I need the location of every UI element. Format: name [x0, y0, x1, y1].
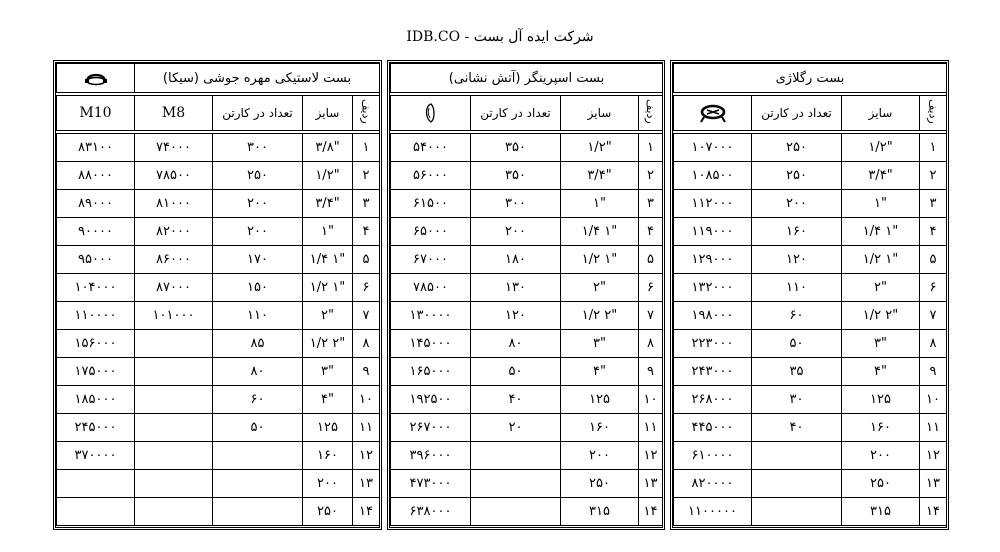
- cell-m10: ۸۳۱۰۰: [57, 134, 135, 162]
- cell-size: ۲۵۰: [842, 470, 920, 498]
- cell-size: "۱ ۱/۴: [303, 246, 353, 274]
- cell-size: ۱۲۵: [842, 386, 920, 414]
- cell-qty: [752, 442, 842, 470]
- col-header-m8: M8: [135, 96, 213, 131]
- col-header-qty: تعداد در کارتن: [471, 96, 561, 131]
- cell-m10: ۸۹۰۰۰: [57, 190, 135, 218]
- col-header-size: سایز: [303, 96, 353, 131]
- table-row: [391, 218, 663, 246]
- cell-price: ۱۱۲۰۰۰: [674, 190, 752, 218]
- table-row: [57, 246, 380, 274]
- cell-idx: ۱: [920, 134, 947, 162]
- table-row: [391, 442, 663, 470]
- table-row: [674, 386, 947, 414]
- cell-m8: ۸۷۰۰۰: [135, 274, 213, 302]
- cell-idx: ۸: [639, 330, 663, 358]
- col-header-qty: تعداد در کارتن: [213, 96, 303, 131]
- cell-size: ۱۶۰: [303, 442, 353, 470]
- cell-idx: ۳: [639, 190, 663, 218]
- cell-size: ۳۱۵: [842, 498, 920, 526]
- cell-price: ۱۴۵۰۰۰: [391, 330, 471, 358]
- cell-qty: ۵۰: [752, 330, 842, 358]
- cell-m10: ۹۰۰۰۰: [57, 218, 135, 246]
- cell-idx: ۱۰: [639, 386, 663, 414]
- cell-qty: ۱۱۰: [213, 302, 303, 330]
- col-header-index: ردیف: [639, 96, 663, 131]
- cell-m10: ۱۷۵۰۰۰: [57, 358, 135, 386]
- table-row: [674, 414, 947, 442]
- cell-qty: ۲۰۰: [213, 190, 303, 218]
- cell-idx: ۳: [920, 190, 947, 218]
- table-row: [391, 246, 663, 274]
- table-row: [391, 162, 663, 190]
- cell-qty: ۶۰: [752, 302, 842, 330]
- cell-qty: ۲۰۰: [752, 190, 842, 218]
- cell-price: ۵۴۰۰۰: [391, 134, 471, 162]
- table-row: [674, 330, 947, 358]
- col-header-size: سایز: [842, 96, 920, 131]
- cell-qty: ۳۵۰: [471, 134, 561, 162]
- cell-size: "۱/۲: [842, 134, 920, 162]
- table-row: [391, 498, 663, 526]
- cell-size: "۲: [303, 302, 353, 330]
- cell-m8: [135, 358, 213, 386]
- col-header-m10: M10: [57, 96, 135, 131]
- cell-qty: ۴۰: [471, 386, 561, 414]
- table-row: [57, 162, 380, 190]
- cell-size: "۱: [561, 190, 639, 218]
- cell-idx: ۶: [353, 274, 380, 302]
- rglazhi-clamp-table: [673, 63, 947, 526]
- rubber-clamp-table-frame: [53, 60, 382, 530]
- cell-size: ۱۶۰: [561, 414, 639, 442]
- cell-price: ۶۳۸۰۰۰: [391, 498, 471, 526]
- cell-price: ۱۶۵۰۰۰: [391, 358, 471, 386]
- cell-price: ۶۱۰۰۰۰: [674, 442, 752, 470]
- cell-idx: ۹: [353, 358, 380, 386]
- cell-qty: ۳۵۰: [471, 162, 561, 190]
- table-row: [57, 218, 380, 246]
- table-row: [391, 470, 663, 498]
- cell-m8: [135, 470, 213, 498]
- cell-idx: ۱۳: [353, 470, 380, 498]
- cell-qty: ۲۵۰: [213, 162, 303, 190]
- rglazhi-clamp-table-frame: [670, 60, 949, 530]
- cell-price: ۲۴۳۰۰۰: [674, 358, 752, 386]
- cell-size: "۱ ۱/۴: [561, 218, 639, 246]
- cell-price: ۱۹۸۰۰۰: [674, 302, 752, 330]
- col-header-qty: تعداد در کارتن: [752, 96, 842, 131]
- cell-qty: ۱۳۰: [471, 274, 561, 302]
- cell-qty: ۲۰۰: [213, 218, 303, 246]
- cell-qty: ۲۰: [471, 414, 561, 442]
- table-row: [57, 330, 380, 358]
- cell-qty: ۲۰۰: [471, 218, 561, 246]
- cell-idx: ۷: [920, 302, 947, 330]
- cell-size: "۲: [842, 274, 920, 302]
- cell-qty: ۲۵۰: [752, 134, 842, 162]
- cell-size: ۲۰۰: [842, 442, 920, 470]
- rglazhi-clamp-title: بست رگلاژی: [674, 64, 947, 93]
- cell-size: "۱/۲: [561, 134, 639, 162]
- table-row: [391, 302, 663, 330]
- cell-size: ۱۲۵: [561, 386, 639, 414]
- rubber-clamp-icon: [57, 64, 135, 93]
- cell-qty: [213, 498, 303, 526]
- cell-size: ۲۵۰: [561, 470, 639, 498]
- cell-size: "۲ ۱/۲: [303, 330, 353, 358]
- cell-size: "۳: [303, 358, 353, 386]
- cell-size: "۲ ۱/۲: [561, 302, 639, 330]
- cell-idx: ۴: [353, 218, 380, 246]
- cell-qty: ۴۰: [752, 414, 842, 442]
- cell-qty: [213, 470, 303, 498]
- table-row: [57, 358, 380, 386]
- cell-idx: ۱۲: [639, 442, 663, 470]
- cell-m10: ۱۰۴۰۰۰: [57, 274, 135, 302]
- cell-size: "۳: [561, 330, 639, 358]
- table-row: [674, 470, 947, 498]
- cell-m10: ۲۴۵۰۰۰: [57, 414, 135, 442]
- cell-idx: ۶: [920, 274, 947, 302]
- cell-price: ۶۵۰۰۰: [391, 218, 471, 246]
- spring-clamp-title: بست اسپرینگر (آتش نشانی): [391, 64, 663, 93]
- cell-idx: ۵: [639, 246, 663, 274]
- spring-clamp-table: [390, 63, 663, 526]
- cell-idx: ۸: [920, 330, 947, 358]
- table-row: [674, 498, 947, 526]
- table-row: [57, 134, 380, 162]
- cell-idx: ۱: [353, 134, 380, 162]
- cell-size: "۱/۲: [303, 162, 353, 190]
- page-title: IDB.CO - شرکت ایده آل بست: [406, 29, 594, 45]
- cell-idx: ۱۰: [353, 386, 380, 414]
- cell-qty: ۸۰: [471, 330, 561, 358]
- cell-price: ۴۷۳۰۰۰: [391, 470, 471, 498]
- cell-size: "۴: [842, 358, 920, 386]
- cell-m8: [135, 414, 213, 442]
- cell-m8: ۸۶۰۰۰: [135, 246, 213, 274]
- cell-idx: ۴: [920, 218, 947, 246]
- cell-qty: ۸۰: [213, 358, 303, 386]
- cell-qty: ۱۶۰: [752, 218, 842, 246]
- spring-clamp-table-frame: [387, 60, 665, 530]
- cell-qty: ۱۸۰: [471, 246, 561, 274]
- cell-qty: [471, 442, 561, 470]
- cell-idx: ۴: [639, 218, 663, 246]
- table-row: [57, 470, 380, 498]
- cell-m8: ۸۱۰۰۰: [135, 190, 213, 218]
- cell-idx: ۱۳: [920, 470, 947, 498]
- cell-idx: ۱۴: [920, 498, 947, 526]
- cell-size: "۳/۴: [303, 190, 353, 218]
- table-row: [57, 498, 380, 526]
- cell-m8: [135, 498, 213, 526]
- cell-price: ۲۶۸۰۰۰: [674, 386, 752, 414]
- cell-m8: [135, 442, 213, 470]
- table-row: [57, 386, 380, 414]
- cell-idx: ۹: [639, 358, 663, 386]
- cell-m8: ۷۸۵۰۰: [135, 162, 213, 190]
- cell-m10: ۱۸۵۰۰۰: [57, 386, 135, 414]
- cell-idx: ۱۴: [353, 498, 380, 526]
- table-row: [674, 134, 947, 162]
- cell-size: ۱۲۵: [303, 414, 353, 442]
- cell-qty: [752, 470, 842, 498]
- rubber-clamp-table: [56, 63, 380, 526]
- cell-size: "۱ ۱/۲: [303, 274, 353, 302]
- cell-idx: ۱۱: [920, 414, 947, 442]
- table-row: [674, 246, 947, 274]
- table-row: [391, 358, 663, 386]
- table-row: [674, 218, 947, 246]
- cell-m10: [57, 470, 135, 498]
- cell-m10: ۸۸۰۰۰: [57, 162, 135, 190]
- cell-size: "۱ ۱/۴: [842, 218, 920, 246]
- cell-price: ۱۰۷۰۰۰: [674, 134, 752, 162]
- cell-size: "۲: [561, 274, 639, 302]
- rubber-clamp-title: بست لاستیکی مهره جوشی (سیکا): [135, 64, 380, 93]
- table-row: [674, 302, 947, 330]
- cell-qty: ۱۲۰: [471, 302, 561, 330]
- cell-size: "۱ ۱/۲: [561, 246, 639, 274]
- table-row: [57, 302, 380, 330]
- cell-qty: ۱۵۰: [213, 274, 303, 302]
- col-header-index: ردیف: [920, 96, 947, 131]
- cell-size: "۱: [303, 218, 353, 246]
- cell-price: ۳۹۶۰۰۰: [391, 442, 471, 470]
- cell-qty: [213, 442, 303, 470]
- cell-size: "۴: [303, 386, 353, 414]
- cell-price: ۲۲۳۰۰۰: [674, 330, 752, 358]
- cell-size: "۱: [842, 190, 920, 218]
- cell-qty: [471, 470, 561, 498]
- cell-price: ۴۴۵۰۰۰: [674, 414, 752, 442]
- cell-qty: ۲۵۰: [752, 162, 842, 190]
- cell-m8: ۷۴۰۰۰: [135, 134, 213, 162]
- cell-idx: ۱۲: [353, 442, 380, 470]
- table-row: [57, 414, 380, 442]
- cell-idx: ۱۲: [920, 442, 947, 470]
- table-row: [391, 330, 663, 358]
- cell-size: "۲ ۱/۲: [842, 302, 920, 330]
- cell-idx: ۶: [639, 274, 663, 302]
- cell-size: "۴: [561, 358, 639, 386]
- cell-size: "۳: [842, 330, 920, 358]
- cell-idx: ۱۴: [639, 498, 663, 526]
- table-row: [391, 386, 663, 414]
- cell-idx: ۹: [920, 358, 947, 386]
- table-row: [674, 162, 947, 190]
- cell-price: ۸۲۰۰۰۰: [674, 470, 752, 498]
- cell-idx: ۷: [639, 302, 663, 330]
- col-header-size: سایز: [561, 96, 639, 131]
- cell-size: ۱۶۰: [842, 414, 920, 442]
- cell-idx: ۱۱: [353, 414, 380, 442]
- cell-qty: ۶۰: [213, 386, 303, 414]
- cell-m8: ۱۰۱۰۰۰: [135, 302, 213, 330]
- cell-price: ۲۶۷۰۰۰: [391, 414, 471, 442]
- cell-idx: ۷: [353, 302, 380, 330]
- cell-m8: [135, 330, 213, 358]
- cell-qty: ۱۱۰: [752, 274, 842, 302]
- cell-price: ۱۳۰۰۰۰: [391, 302, 471, 330]
- table-row: [57, 274, 380, 302]
- cell-size: ۳۱۵: [561, 498, 639, 526]
- cell-size: "۳/۸: [303, 134, 353, 162]
- cell-price: ۱۲۹۰۰۰: [674, 246, 752, 274]
- cell-price: ۱۱۰۰۰۰۰: [674, 498, 752, 526]
- cell-m10: ۱۱۰۰۰۰: [57, 302, 135, 330]
- cell-qty: [471, 498, 561, 526]
- cell-qty: ۳۰۰: [213, 134, 303, 162]
- cell-price: ۵۶۰۰۰: [391, 162, 471, 190]
- cell-idx: ۵: [920, 246, 947, 274]
- table-row: [391, 134, 663, 162]
- table-row: [674, 274, 947, 302]
- cell-size: "۱ ۱/۲: [842, 246, 920, 274]
- table-row: [57, 190, 380, 218]
- table-row: [674, 358, 947, 386]
- cell-price: ۶۷۰۰۰: [391, 246, 471, 274]
- table-row: [391, 414, 663, 442]
- table-row: [674, 190, 947, 218]
- cell-m8: [135, 386, 213, 414]
- table-row: [57, 442, 380, 470]
- spring-clamp-icon: [391, 96, 471, 131]
- table-row: [674, 442, 947, 470]
- cell-qty: ۱۷۰: [213, 246, 303, 274]
- cell-idx: ۱۰: [920, 386, 947, 414]
- cell-qty: ۳۰۰: [471, 190, 561, 218]
- cell-m8: ۸۲۰۰۰: [135, 218, 213, 246]
- rglazhi-clamp-icon: [674, 96, 752, 131]
- table-row: [391, 190, 663, 218]
- cell-idx: ۱: [639, 134, 663, 162]
- cell-idx: ۱۱: [639, 414, 663, 442]
- cell-idx: ۵: [353, 246, 380, 274]
- cell-price: ۱۱۹۰۰۰: [674, 218, 752, 246]
- table-row: [391, 274, 663, 302]
- cell-m10: ۱۵۶۰۰۰: [57, 330, 135, 358]
- cell-m10: ۳۷۰۰۰۰: [57, 442, 135, 470]
- cell-qty: ۵۰: [213, 414, 303, 442]
- cell-qty: ۳۵: [752, 358, 842, 386]
- cell-qty: ۳۰: [752, 386, 842, 414]
- cell-m10: [57, 498, 135, 526]
- cell-price: ۱۳۲۰۰۰: [674, 274, 752, 302]
- cell-qty: ۵۰: [471, 358, 561, 386]
- cell-idx: ۲: [920, 162, 947, 190]
- cell-qty: ۱۲۰: [752, 246, 842, 274]
- cell-m10: ۹۵۰۰۰: [57, 246, 135, 274]
- cell-idx: ۸: [353, 330, 380, 358]
- cell-price: ۷۸۵۰۰: [391, 274, 471, 302]
- cell-size: ۲۰۰: [303, 470, 353, 498]
- cell-size: ۲۰۰: [561, 442, 639, 470]
- cell-qty: [752, 498, 842, 526]
- col-header-index: ردیف: [353, 96, 380, 131]
- cell-idx: ۲: [353, 162, 380, 190]
- cell-price: ۶۱۵۰۰: [391, 190, 471, 218]
- cell-price: ۱۰۸۵۰۰: [674, 162, 752, 190]
- cell-idx: ۲: [639, 162, 663, 190]
- cell-idx: ۱۳: [639, 470, 663, 498]
- cell-idx: ۳: [353, 190, 380, 218]
- cell-price: ۱۹۲۵۰۰: [391, 386, 471, 414]
- cell-size: ۲۵۰: [303, 498, 353, 526]
- cell-qty: ۸۵: [213, 330, 303, 358]
- cell-size: "۳/۴: [842, 162, 920, 190]
- cell-size: "۳/۴: [561, 162, 639, 190]
